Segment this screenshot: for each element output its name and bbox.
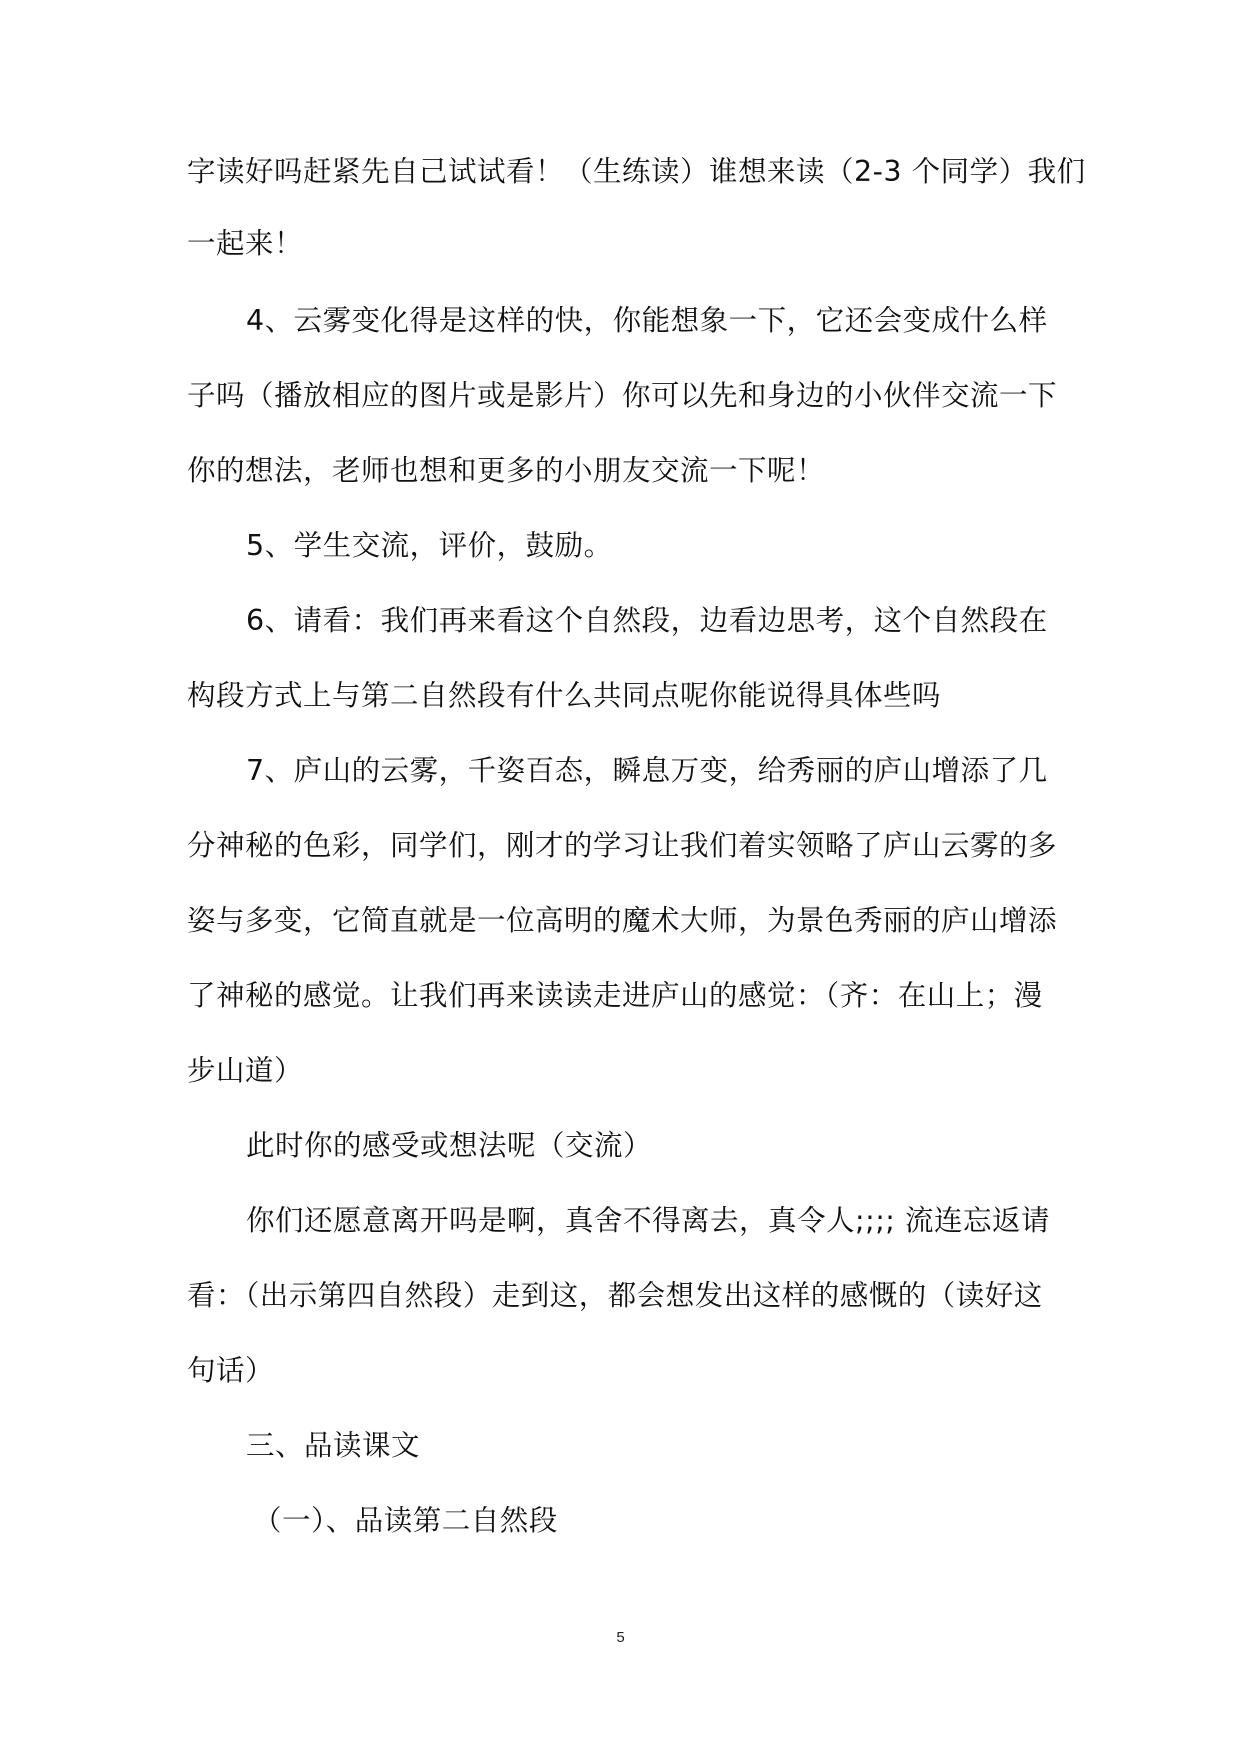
text-line: 看：（出示第四自然段）走到这，都会想发出这样的感慨的（读好这 [187,1279,1043,1312]
text-line: 分神秘的色彩，同学们，刚才的学习让我们着实领略了庐山云雾的多 [187,829,1058,862]
text-line: 你的想法，老师也想和更多的小朋友交流一下呢！ [187,454,826,487]
text-line: 字读好吗赶紧先自己试试看！（生练读）谁想来读（2-3 个同学）我们 [187,155,1086,188]
page-number: 5 [616,1629,625,1646]
text-line: 此时你的感受或想法呢（交流） [246,1129,653,1162]
subsection-heading: （一）、品读第二自然段 [253,1504,558,1537]
text-line: 6、请看：我们再来看这个自然段，边看边思考，这个自然段在 [246,604,1048,637]
text-line: 4、云雾变化得是这样的快，你能想象一下，它还会变成什么样 [246,304,1048,337]
text-line: 5、学生交流，评价，鼓励。 [246,529,613,562]
text-line: 7、庐山的云雾，千姿百态，瞬息万变，给秀丽的庐山增添了几 [246,754,1048,787]
text-line: 你们还愿意离开吗是啊，真舍不得离去，真令人;;;; 流连忘返请 [246,1204,1050,1237]
text-line: 姿与多变，它简直就是一位高明的魔术大师，为景色秀丽的庐山增添 [187,904,1058,937]
text-line: 了神秘的感觉。让我们再来读读走进庐山的感觉：（齐：在山上；漫 [187,979,1043,1012]
text-line: 构段方式上与第二自然段有什么共同点呢你能说得具体些吗 [187,679,942,712]
text-line: 句话） [187,1354,275,1387]
text-line: 步山道） [187,1054,304,1087]
text-line: 子吗（播放相应的图片或是影片）你可以先和身边的小伙伴交流一下 [187,379,1058,412]
section-heading: 三、品读课文 [246,1429,421,1462]
text-line: 一起来！ [187,227,304,260]
